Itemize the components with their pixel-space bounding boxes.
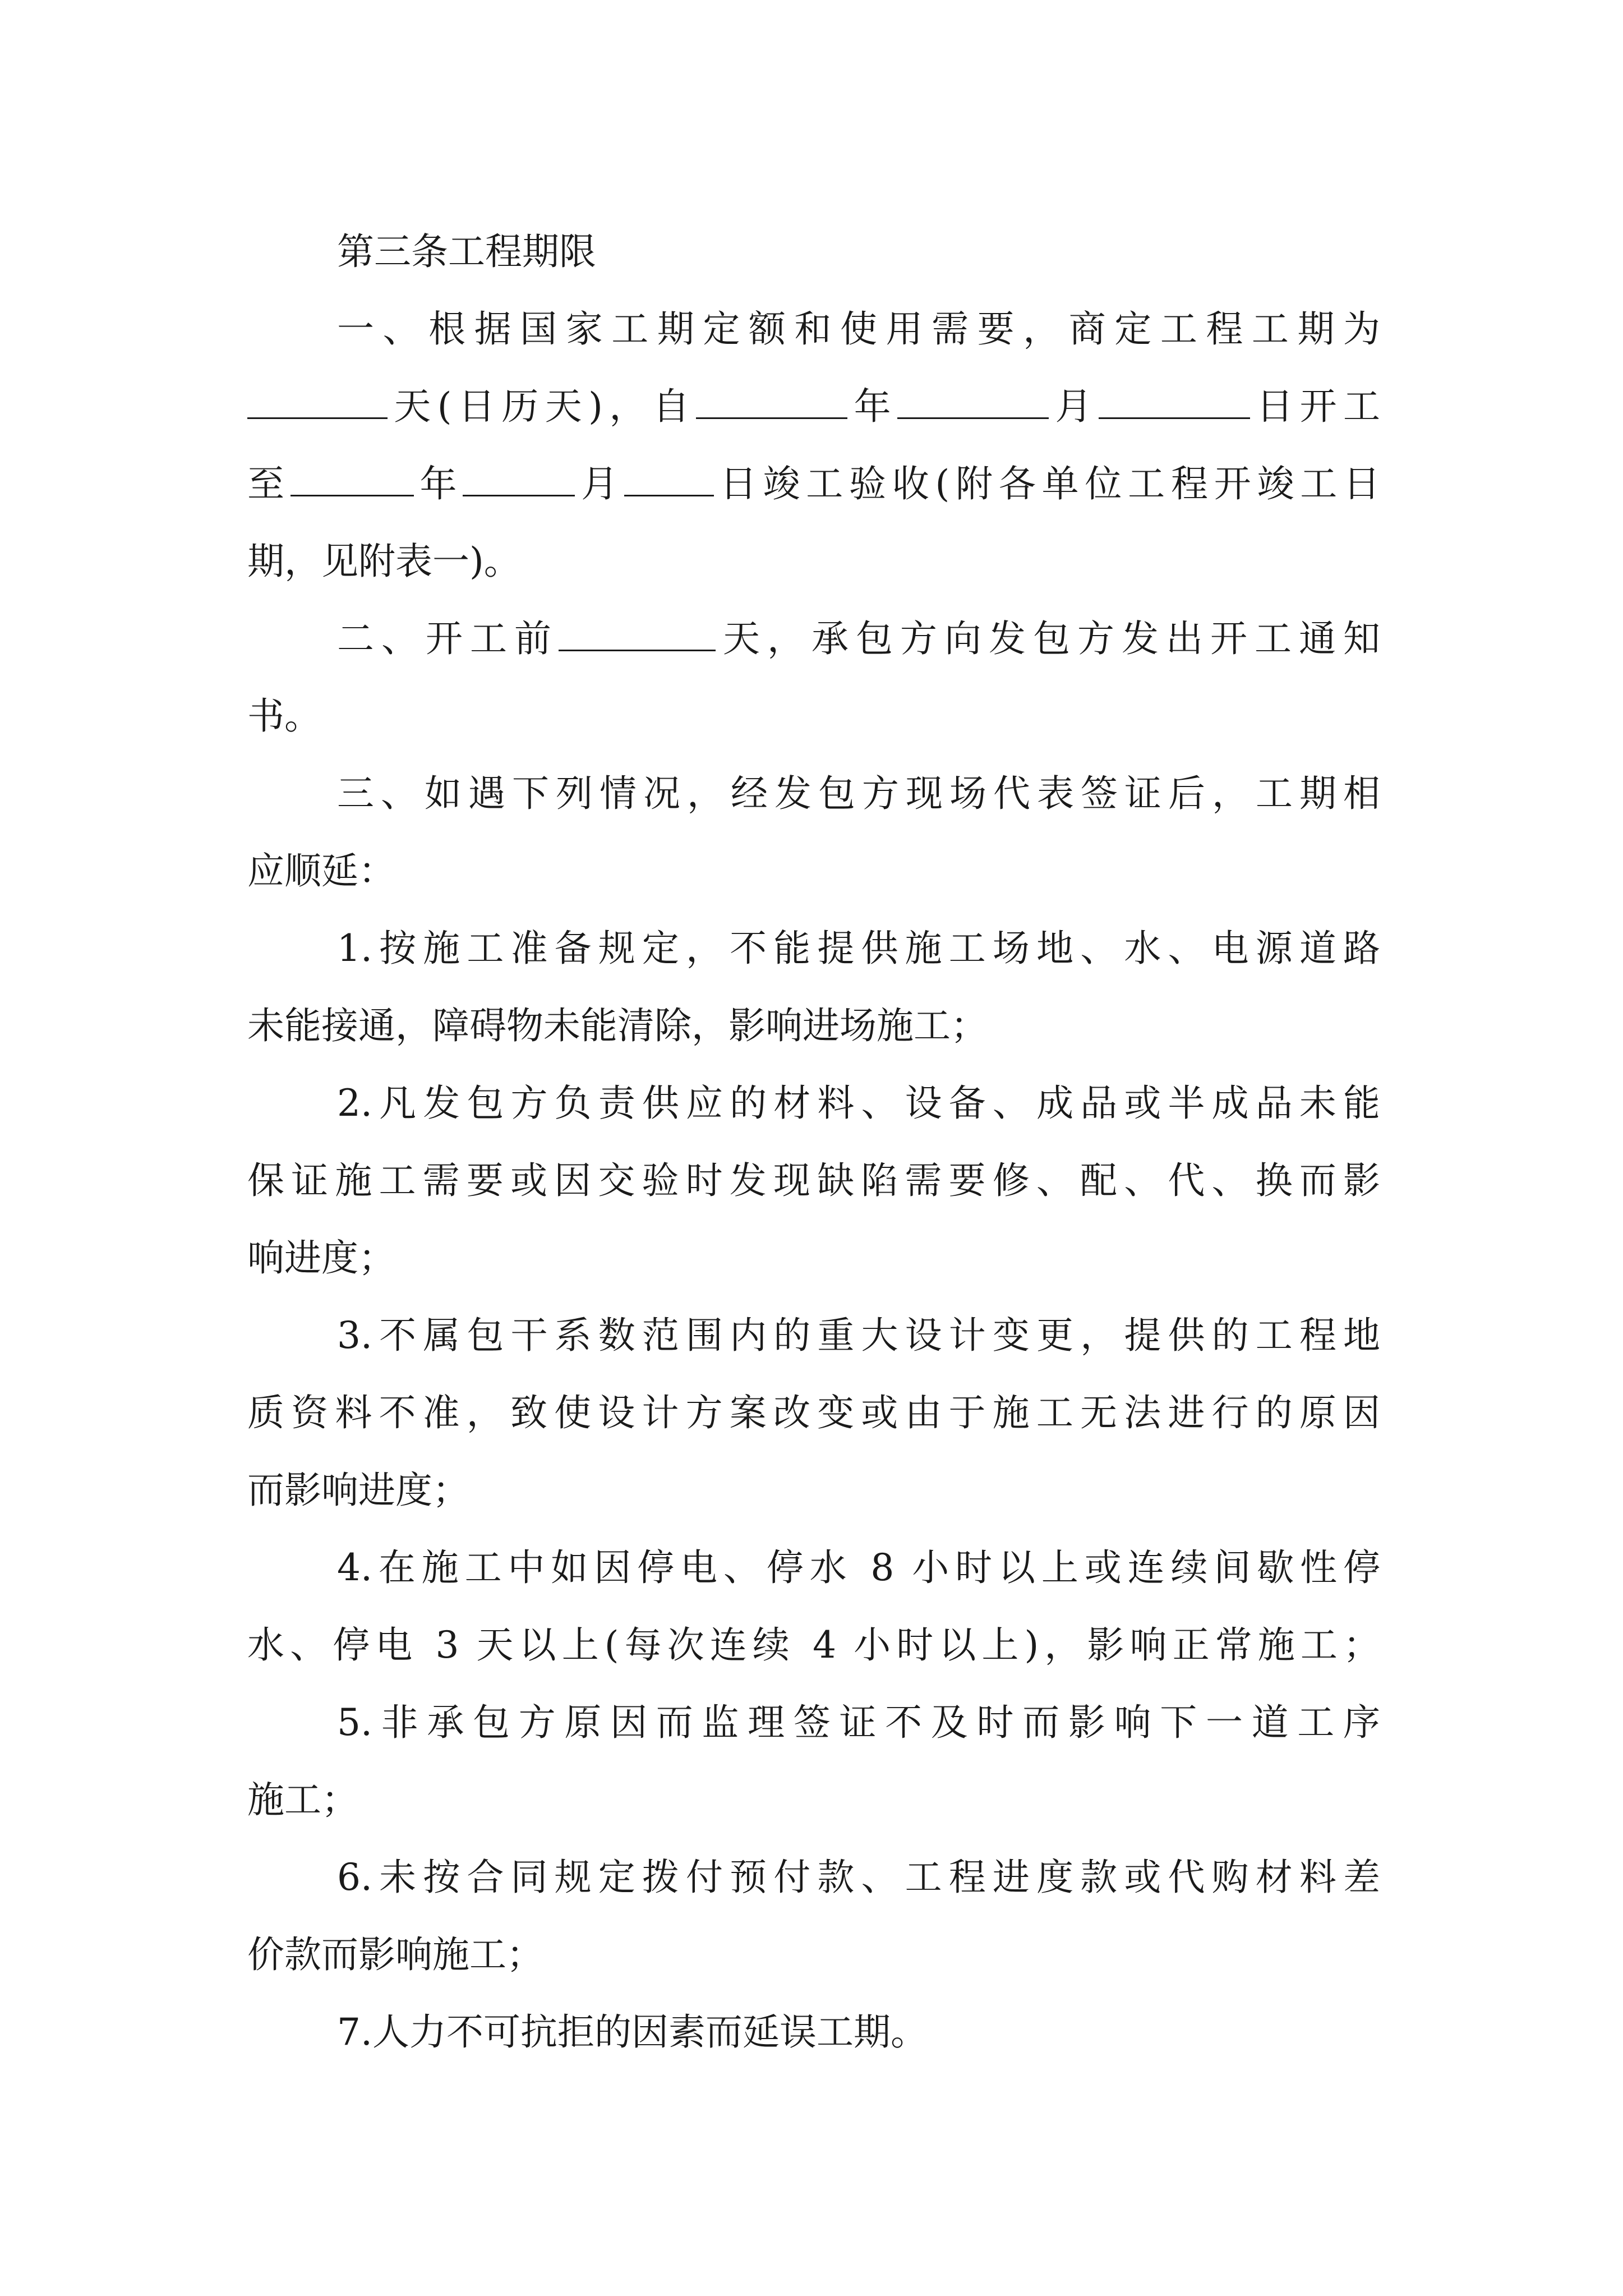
list-item-line: 未能接通，障碍物未能清除，影响进场施工； — [247, 1004, 988, 1047]
list-item-line: 保证施工需要或因交验时发现缺陷需要修、配、代、换而影 — [247, 1159, 1380, 1202]
blank-end-day — [624, 466, 714, 496]
list-item-line: 1.按施工准备规定，不能提供施工场地、水、电源道路 — [337, 927, 1380, 970]
clause-1-text: 年 — [847, 385, 897, 428]
list-item-line: 响进度； — [247, 1236, 395, 1280]
clause-1-line-1: 一、根据国家工期定额和使用需要，商定工程工期为 — [337, 307, 1380, 351]
blank-days — [247, 388, 388, 419]
list-item-line: 4.在施工中如因停电、停水 8 小时以上或连续间歇性停 — [337, 1546, 1380, 1589]
clause-1-text: 日开工 — [1249, 385, 1380, 428]
list-item-line: 2.凡发包方负责供应的材料、设备、成品或半成品未能 — [337, 1082, 1380, 1125]
list-item-3 — [247, 1297, 1380, 1529]
clause-1-line-4: 期，见附表一)。 — [247, 540, 521, 583]
list-item-line: 质资料不准，致使设计方案改变或由于施工无法进行的原因 — [247, 1391, 1380, 1434]
clause-2-text: 二、开工前 — [337, 617, 559, 660]
clause-3-line-1: 三、如遇下列情况，经发包方现场代表签证后，工期相 — [337, 772, 1380, 815]
list-item-line: 水、停电 3 天以上(每次连续 4 小时以上)，影响正常施工； — [247, 1623, 1380, 1667]
clause-1-line-2 — [247, 368, 1380, 445]
blank-start-month — [897, 388, 1049, 419]
clause-3-line-2: 应顺延： — [247, 849, 395, 892]
list-item-2 — [247, 1065, 1380, 1297]
list-item-4 — [247, 1529, 1380, 1684]
list-item-line: 5.非承包方原因而监理签证不及时而影响下一道工序 — [337, 1701, 1380, 1744]
list-item-6 — [247, 1839, 1380, 1994]
list-item-line: 施工； — [247, 1778, 358, 1821]
clause-1-text: 天(日历天)，自 — [388, 385, 697, 428]
clause-1-text: 至 — [247, 462, 291, 505]
blank-start-day — [1099, 388, 1250, 419]
clause-1-text: 日竣工验收(附各单位工程开竣工日 — [713, 462, 1381, 505]
clause-1-text: 月 — [575, 462, 624, 505]
clause-3-intro — [247, 755, 1380, 910]
list-item-line: 而影响进度； — [247, 1469, 469, 1512]
list-item-line: 6.未按合同规定拨付预付款、工程进度款或代购材料差 — [337, 1856, 1380, 1899]
clause-2-text: 天，承包方向发包方发出开工通知 — [716, 617, 1380, 660]
clause-1-line-3 — [247, 445, 1380, 523]
clause-1-text: 年 — [413, 462, 463, 505]
list-item-1 — [247, 910, 1380, 1065]
list-item-7 — [247, 1994, 1380, 2071]
clause-1-text: 月 — [1048, 385, 1099, 428]
list-item-line: 价款而影响施工； — [247, 1933, 543, 1976]
document-body — [247, 213, 1380, 2071]
list-item-5 — [247, 1684, 1380, 1839]
blank-end-month — [463, 466, 575, 496]
list-item-line: 7.人力不可抗拒的因素而延误工期。 — [337, 2010, 928, 2054]
blank-start-year — [696, 388, 847, 419]
blank-notice-days — [559, 620, 716, 651]
clause-2-line-1 — [247, 600, 1380, 678]
clause-2 — [247, 600, 1380, 755]
blank-end-year — [291, 466, 414, 496]
section-heading: 第三条工程期限 — [337, 230, 596, 273]
clause-1 — [247, 291, 1380, 600]
clause-2-line-2: 书。 — [247, 694, 321, 738]
list-item-line: 3.不属包干系数范围内的重大设计变更，提供的工程地 — [337, 1314, 1380, 1357]
